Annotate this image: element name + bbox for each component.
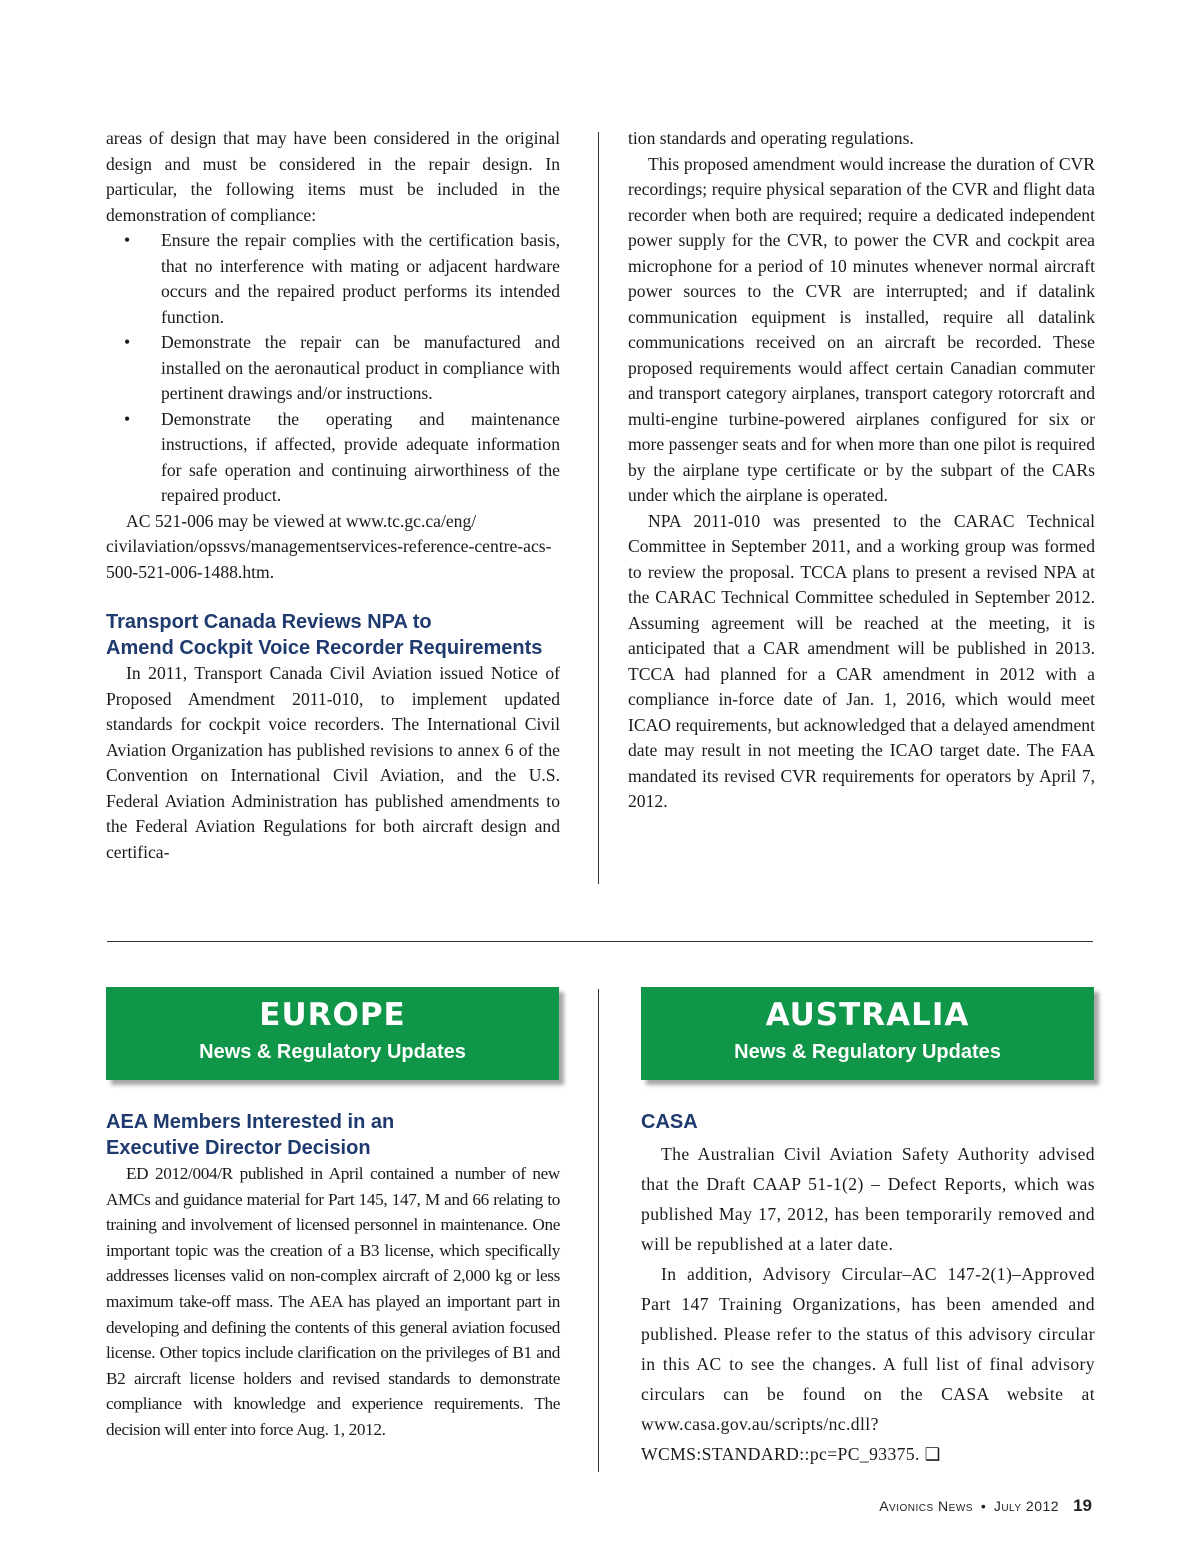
list-item-text: Ensure the repair complies with the certification basis, that no interference with mating or adjacent hardware occurs and the repaired product performs its intended function. bbox=[161, 230, 560, 327]
europe-column bbox=[106, 1109, 560, 1443]
list-item-text: Demonstrate the operating and maintenance instructions, if affected, provide adequate information for safe operation and continuing airworthiness of the repaired product. bbox=[161, 408, 560, 505]
heading-line: Transport Canada Reviews NPA to bbox=[106, 611, 432, 633]
transport-canada-heading bbox=[106, 609, 560, 661]
npa-paragraph: In 2011, Transport Canada Civil Aviation issued Notice of Proposed Amendment 2011-010, to implement updated standards for cockpit voice recorders. The International Civil Aviation Organization has published revisions to annex 6 of the Convention on International Civil Aviation, and the U.S. Federal Aviation Administration has published amendments to the Federal Aviation Regulations for both aircraft design and certifica- bbox=[106, 663, 560, 862]
banner-title: AUSTRALIA bbox=[765, 997, 970, 1033]
page-number: 19 bbox=[1073, 1496, 1092, 1515]
banner-subtitle: News & Regulatory Updates bbox=[734, 1041, 1001, 1063]
top-left-column bbox=[106, 126, 560, 865]
column-divider bbox=[598, 132, 599, 884]
heading-line: AEA Members Interested in an bbox=[106, 1111, 395, 1133]
issue-date: July 2012 bbox=[993, 1498, 1060, 1514]
end-mark-icon: ❑ bbox=[924, 1444, 941, 1464]
continued-paragraph: tion standards and operating regulations. bbox=[628, 128, 914, 148]
advisory-circular-paragraph bbox=[641, 1259, 1095, 1469]
intro-paragraph: areas of design that may have been considered in the original design and must be considered in the repair design. In particular, the following items must be included in the demonstration of compliance: bbox=[106, 128, 560, 225]
list-item-text: Demonstrate the repair can be manufactured and installed on the aeronautical product in compliance with pertinent drawings and/or instructions. bbox=[161, 332, 560, 403]
banner-subtitle: News & Regulatory Updates bbox=[199, 1041, 466, 1063]
ac-reference-paragraph: AC 521-006 may be viewed at www.tc.gc.ca/eng/ civilaviation/opssvs/managementservices-reference-centre-acs-500-521-006-1488.htm. bbox=[106, 510, 552, 582]
list-item bbox=[106, 330, 560, 407]
page-footer bbox=[879, 1496, 1092, 1516]
compliance-list bbox=[106, 228, 560, 509]
amendment-paragraph: This proposed amendment would increase the duration of CVR recordings; require physical separation of the CVR and flight data recorder when both are required; require a dedicated independent power supply for the CVR, to power the CVR and cockpit area microphone for a period of 10 minutes whenever normal aircraft power sources to the CVR are interrupted; and if datalink communication equipment is installed, require all datalink communications received on an aircraft be recorded. These proposed requirements would affect certain Canadian commuter and transport category airplanes, transport category rotorcraft and multi-engine turbine-powered airplanes configured for six or more passenger seats and for when more than one pilot is required by the airplane type certificate or by the subpart of the CARs under which the airplane is operated. bbox=[628, 153, 1095, 505]
carac-paragraph: NPA 2011-010 was presented to the CARAC Technical Committee in September 2011, and a working group was formed to review the proposal. TCCA plans to present a revised NPA at the CARAC Technical Committee scheduled in September 2012. Assuming agreement will be reached at the meeting, it is anticipated that a CAR amendment will be published in 2013. TCCA had planned for a CAR amendment in 2012 with a compliance in-force date of Jan. 1, 2016, which would meet ICAO requirements, but acknowledged that a delayed amendment date may result in not meeting the ICAO target date. The FAA mandated its revised CVR requirements for operators by April 7, 2012. bbox=[628, 510, 1095, 811]
casa-paragraph: The Australian Civil Aviation Safety Authority advised that the Draft CAAP 51-1(2) – Defect Reports, which was published May 17, 2012, has been temporarily removed and will be republished at a later date. bbox=[641, 1144, 1095, 1254]
banner-title: EUROPE bbox=[259, 997, 406, 1033]
heading-line: Amend Cockpit Voice Recorder Requirements bbox=[106, 637, 543, 659]
australia-banner bbox=[641, 987, 1094, 1080]
bullet-icon: • bbox=[124, 332, 131, 352]
bullet-icon: • bbox=[124, 230, 131, 250]
bullet-icon: • bbox=[124, 408, 131, 429]
separator-dot: • bbox=[980, 1498, 986, 1514]
aea-heading bbox=[106, 1109, 560, 1161]
casa-heading: CASA bbox=[641, 1111, 698, 1133]
heading-line: Executive Director Decision bbox=[106, 1137, 371, 1159]
europe-banner bbox=[106, 987, 559, 1080]
top-right-column bbox=[628, 126, 1095, 815]
aea-paragraph: ED 2012/004/R published in April contained a number of new AMCs and guidance material for Part 145, 147, M and 66 relating to training and involvement of licensed personnel in maintenance. One important topic was the creation of a B3 license, which specifically addresses licenses valid on non-complex aircraft of 2,000 kg or less maximum take-off mass. The AEA has played an important part in developing and defining the contents of this general aviation focused license. Other topics include clarification on the privileges of B1 and B2 aircraft license holders and revised standards to demonstrate compliance with knowledge and experience requirements. The decision will enter into force Aug. 1, 2012. bbox=[106, 1164, 560, 1439]
list-item bbox=[106, 407, 560, 509]
advisory-circular-text: In addition, Advisory Circular–AC 147-2(1)–Approved Part 147 Training Organizations, has been amended and published. Please refer to the status of this advisory circular in this AC to see the changes. A full list of final advisory circulars can be found on the CASA website at www.casa.gov.au/scripts/nc.dll? WCMS:STANDARD::pc=PC_93375. bbox=[641, 1264, 1095, 1464]
section-divider bbox=[107, 941, 1093, 942]
list-item bbox=[106, 228, 560, 330]
column-divider bbox=[598, 989, 599, 1472]
australia-column bbox=[641, 1109, 1095, 1469]
publication-name: Avionics News bbox=[879, 1498, 973, 1514]
